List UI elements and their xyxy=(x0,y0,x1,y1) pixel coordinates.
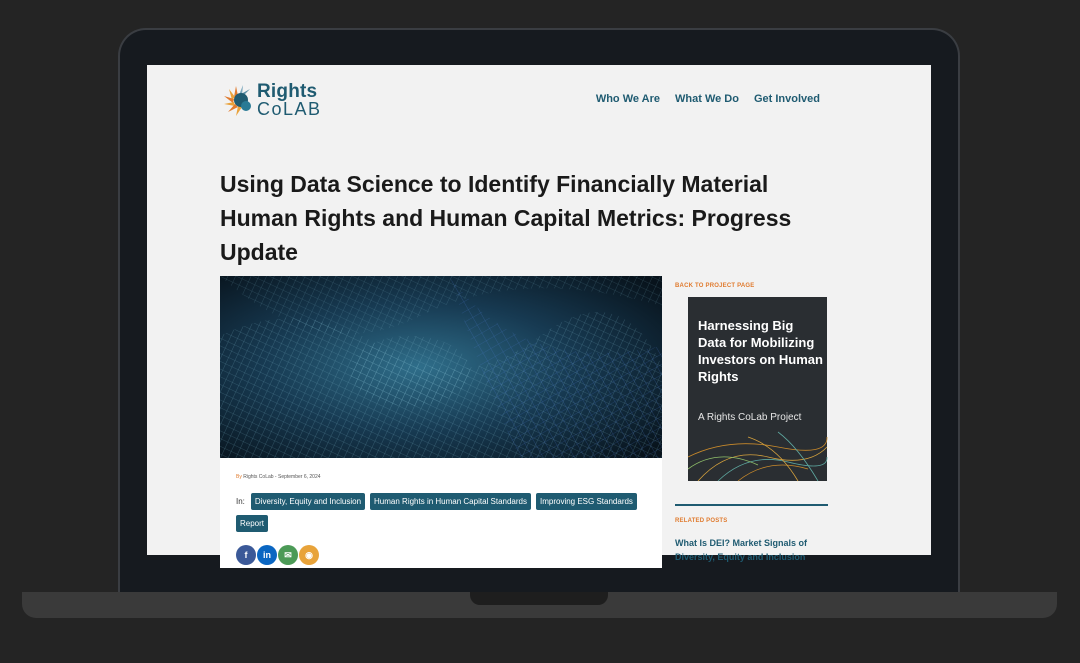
share-buttons xyxy=(236,545,319,565)
tag-esg-standards[interactable]: Improving ESG Standards xyxy=(536,493,637,510)
sunburst-logo-icon xyxy=(220,83,254,117)
related-posts-label: RELATED POSTS xyxy=(675,518,728,524)
nav-link-who-we-are[interactable]: Who We Are xyxy=(595,93,660,105)
nav-link-get-involved[interactable]: Get Involved xyxy=(753,93,820,105)
email-icon[interactable]: ✉ xyxy=(278,545,298,565)
sidebar-divider xyxy=(675,504,828,506)
project-card[interactable] xyxy=(688,297,827,481)
tag-report[interactable]: Report xyxy=(236,515,268,532)
article-title: Using Data Science to Identify Financially Material Human Rights and Human Capital Metrics: Progress Update xyxy=(220,171,792,265)
linkedin-icon[interactable]: in xyxy=(257,545,277,565)
byline-date: September 6, 2024 xyxy=(277,474,321,480)
facebook-icon[interactable]: f xyxy=(236,545,256,565)
browser-viewport xyxy=(147,65,931,562)
tag-dei[interactable]: Diversity, Equity and Inclusion xyxy=(251,493,365,510)
logo-wordmark-bottom: CoLAB xyxy=(257,99,322,119)
project-card-subtitle: A Rights CoLab Project xyxy=(698,412,802,423)
hero-image xyxy=(220,276,662,458)
project-card-title: Harnessing Big Data for Mobilizing Investors on Human Rights xyxy=(698,318,823,384)
tag-human-rights-capital[interactable]: Human Rights in Human Capital Standards xyxy=(370,493,531,510)
article-byline xyxy=(236,474,321,480)
rss-icon[interactable]: ◉ xyxy=(299,545,319,565)
byline-prefix: By xyxy=(236,474,242,480)
nav-link-what-we-do[interactable]: What We Do xyxy=(675,93,739,105)
related-post-link[interactable]: What Is DEI? Market Signals of Diversity, Equity and Inclusion xyxy=(675,538,808,562)
sidebar xyxy=(675,283,828,562)
back-to-project-link[interactable]: BACK TO PROJECT PAGE xyxy=(675,283,755,289)
article-tags xyxy=(236,493,656,532)
laptop-notch xyxy=(470,592,608,605)
logo-wordmark-top: Rights xyxy=(257,81,318,102)
tags-label: In: xyxy=(236,497,245,506)
byline-author[interactable]: Rights CoLab xyxy=(243,474,274,480)
article-meta-card xyxy=(220,458,662,568)
site-logo[interactable] xyxy=(220,82,322,118)
byline-separator: - xyxy=(273,474,278,480)
main-nav xyxy=(596,93,820,105)
